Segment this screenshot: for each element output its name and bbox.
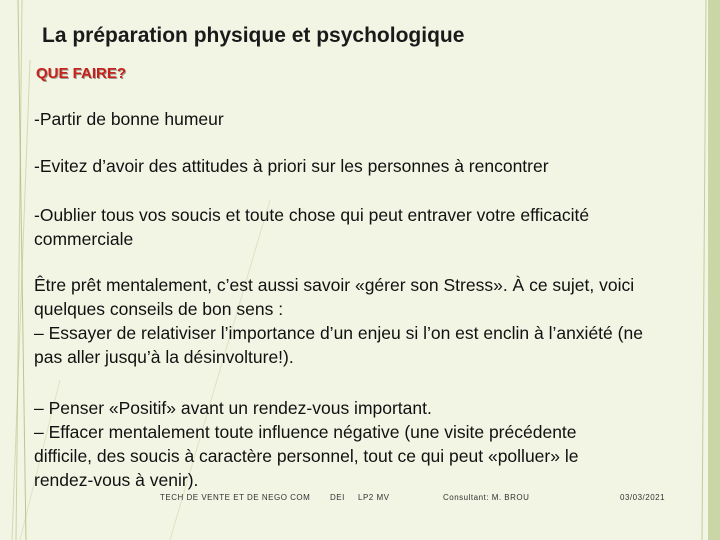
footer-consultant: Consultant: M. BROU [443, 493, 530, 502]
footer-course: TECH DE VENTE ET DE NEGO COM [160, 493, 311, 502]
slide-title: La préparation physique et psychologique [42, 24, 465, 47]
tip-erase-negative: – Effacer mentalement toute influence négative (une visite précédente difficile, des soucis à caractère personnel, tout ce qui peut «polluer» le rendez-vous à venir). [34, 422, 579, 490]
stress-tip-relativize: – Essayer de relativiser l’importance d’un enjeu si l’on est enclin à l’anxiété (ne pas aller jusqu’à la désinvolture!). [34, 323, 643, 367]
bullet-good-mood: -Partir de bonne humeur [34, 109, 224, 129]
tip-think-positive: – Penser «Positif» avant un rendez-vous important. [34, 398, 432, 418]
stress-intro: Être prêt mentalement, c’est aussi savoir «gérer son Stress». À ce sujet, voici quelques conseils de bon sens : [34, 275, 635, 319]
bullet-forget-worries: -Oublier tous vos soucis et toute chose qui peut entraver votre efficacité commerciale [34, 205, 590, 249]
slide-subtitle: QUE FAIRE? [36, 65, 127, 82]
bullet-avoid-prejudice: -Evitez d’avoir des attitudes à priori sur les personnes à rencontrer [34, 156, 549, 176]
footer-level: LP2 MV [358, 493, 390, 502]
footer-dept: DEI [330, 493, 345, 502]
stress-advice-block [34, 273, 654, 369]
positive-advice-block [34, 396, 634, 492]
footer-date: 03/03/2021 [620, 493, 666, 502]
right-accent-bar [708, 0, 720, 540]
